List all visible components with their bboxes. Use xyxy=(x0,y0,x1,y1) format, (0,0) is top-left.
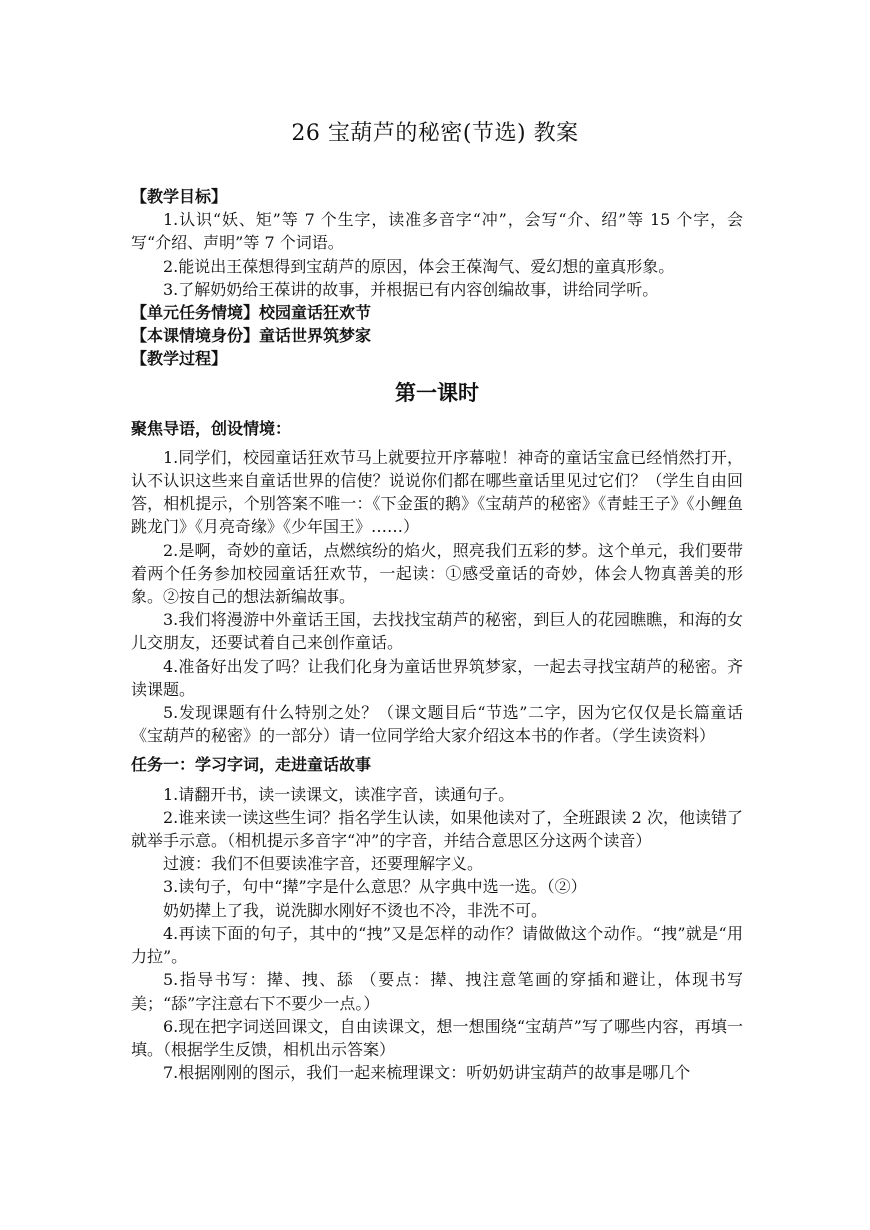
section-item: 4.准备好出发了吗？让我们化身为童话世界筑梦家，一起去寻找宝葫芦的秘密。齐读课题。 xyxy=(131,656,743,699)
section-title: 任务一：学习字词，走进童话故事 xyxy=(131,755,372,775)
goal-item: 3.了解奶奶给王葆讲的故事，并根据已有内容创编故事，讲给同学听。 xyxy=(163,279,659,299)
section-item: 2.是啊，奇妙的童话，点燃缤纷的焰火，照亮我们五彩的梦。这个单元，我们要带着两个任务参加校园童话狂欢节，一起读：①感受童话的奇妙，体会人物真善美的形象。②按自己的想法新编故事。 xyxy=(131,540,743,607)
section-item: 3.读句子，句中“撵”字是什么意思？从字典中选一选。（②） xyxy=(163,877,587,897)
unit-task-heading: 【单元任务情境】校园童话狂欢节 xyxy=(131,303,372,323)
lesson-title: 第一课时 xyxy=(395,380,479,405)
goals-heading: 【教学目标】 xyxy=(131,187,228,206)
section-item: 1.同学们，校园童话狂欢节马上就要拉开序幕啦！神奇的童话宝盒已经悄然打开，认不认识这些来自童话世界的信使？说说你们都在哪些童话里见过它们？（学生自由回答，相机提示，个别答案不唯一：《下金蛋的鹅》《宝葫芦的秘密》《青蛙王子》《小鲤鱼跳龙门》《月亮奇缘》《少年国王》……） xyxy=(131,447,743,537)
section-title: 聚焦导语，创设情境： xyxy=(131,418,292,438)
section-item: 4.再读下面的句子，其中的“拽”又是怎样的动作？请做做这个动作。“拽”就是“用力拉”。 xyxy=(131,923,743,967)
role-heading: 【本课情境身份】童话世界筑梦家 xyxy=(131,326,372,346)
goal-item: 2.能说出王葆想得到宝葫芦的原因，体会王葆淘气、爱幻想的童真形象。 xyxy=(163,256,675,276)
document-body xyxy=(131,185,743,1084)
section-item: 1.请翻开书，读一读课文，读准字音，读通句子。 xyxy=(163,784,515,804)
section-item: 7.根据刚刚的图示，我们一起来梳理课文：听奶奶讲宝葫芦的故事是哪几个 xyxy=(163,1063,691,1083)
section-item: 奶奶撵上了我，说洗脚水刚好不烫也不冷，非洗不可。 xyxy=(163,900,548,920)
section-item: 2.谁来读一读这些生词？指名学生认读，如果他读对了，全班跟读 2 次，他读错了就举手示意。（相机提示多音字“冲”的字音，并结合意思区分这两个读音） xyxy=(131,807,743,851)
section-item: 5.指导书写：撵、拽、舔 （要点：撵、拽注意笔画的穿插和避让，体现书写美；“舔”字注意右下不要少一点。） xyxy=(131,970,743,1013)
section-item: 6.现在把字词送回课文，自由读课文，想一想围绕“宝葫芦”写了哪些内容，再填一填。（根据学生反馈，相机出示答案） xyxy=(131,1016,743,1059)
goal-item: 1.认识“妖、矩”等 7 个生字，读准多音字“冲”，会写“介、绍”等 15 个字，会写“介绍、声明”等 7 个词语。 xyxy=(131,210,743,253)
process-heading: 【教学过程】 xyxy=(131,349,228,369)
section-item: 过渡：我们不但要读准字音，还要理解字义。 xyxy=(163,854,484,874)
section-item: 5.发现课题有什么特别之处？（课文题目后“节选”二字，因为它仅仅是长篇童话《宝葫芦的秘密》的一部分）请一位同学给大家介绍这本书的作者。（学生读资料） xyxy=(131,703,743,746)
document-title: 26 宝葫芦的秘密(节选) 教案 xyxy=(291,121,579,146)
section-item: 3.我们将漫游中外童话王国，去找找宝葫芦的秘密，到巨人的花园瞧瞧，和海的女儿交朋友，还要试着自己来创作童话。 xyxy=(131,610,743,653)
